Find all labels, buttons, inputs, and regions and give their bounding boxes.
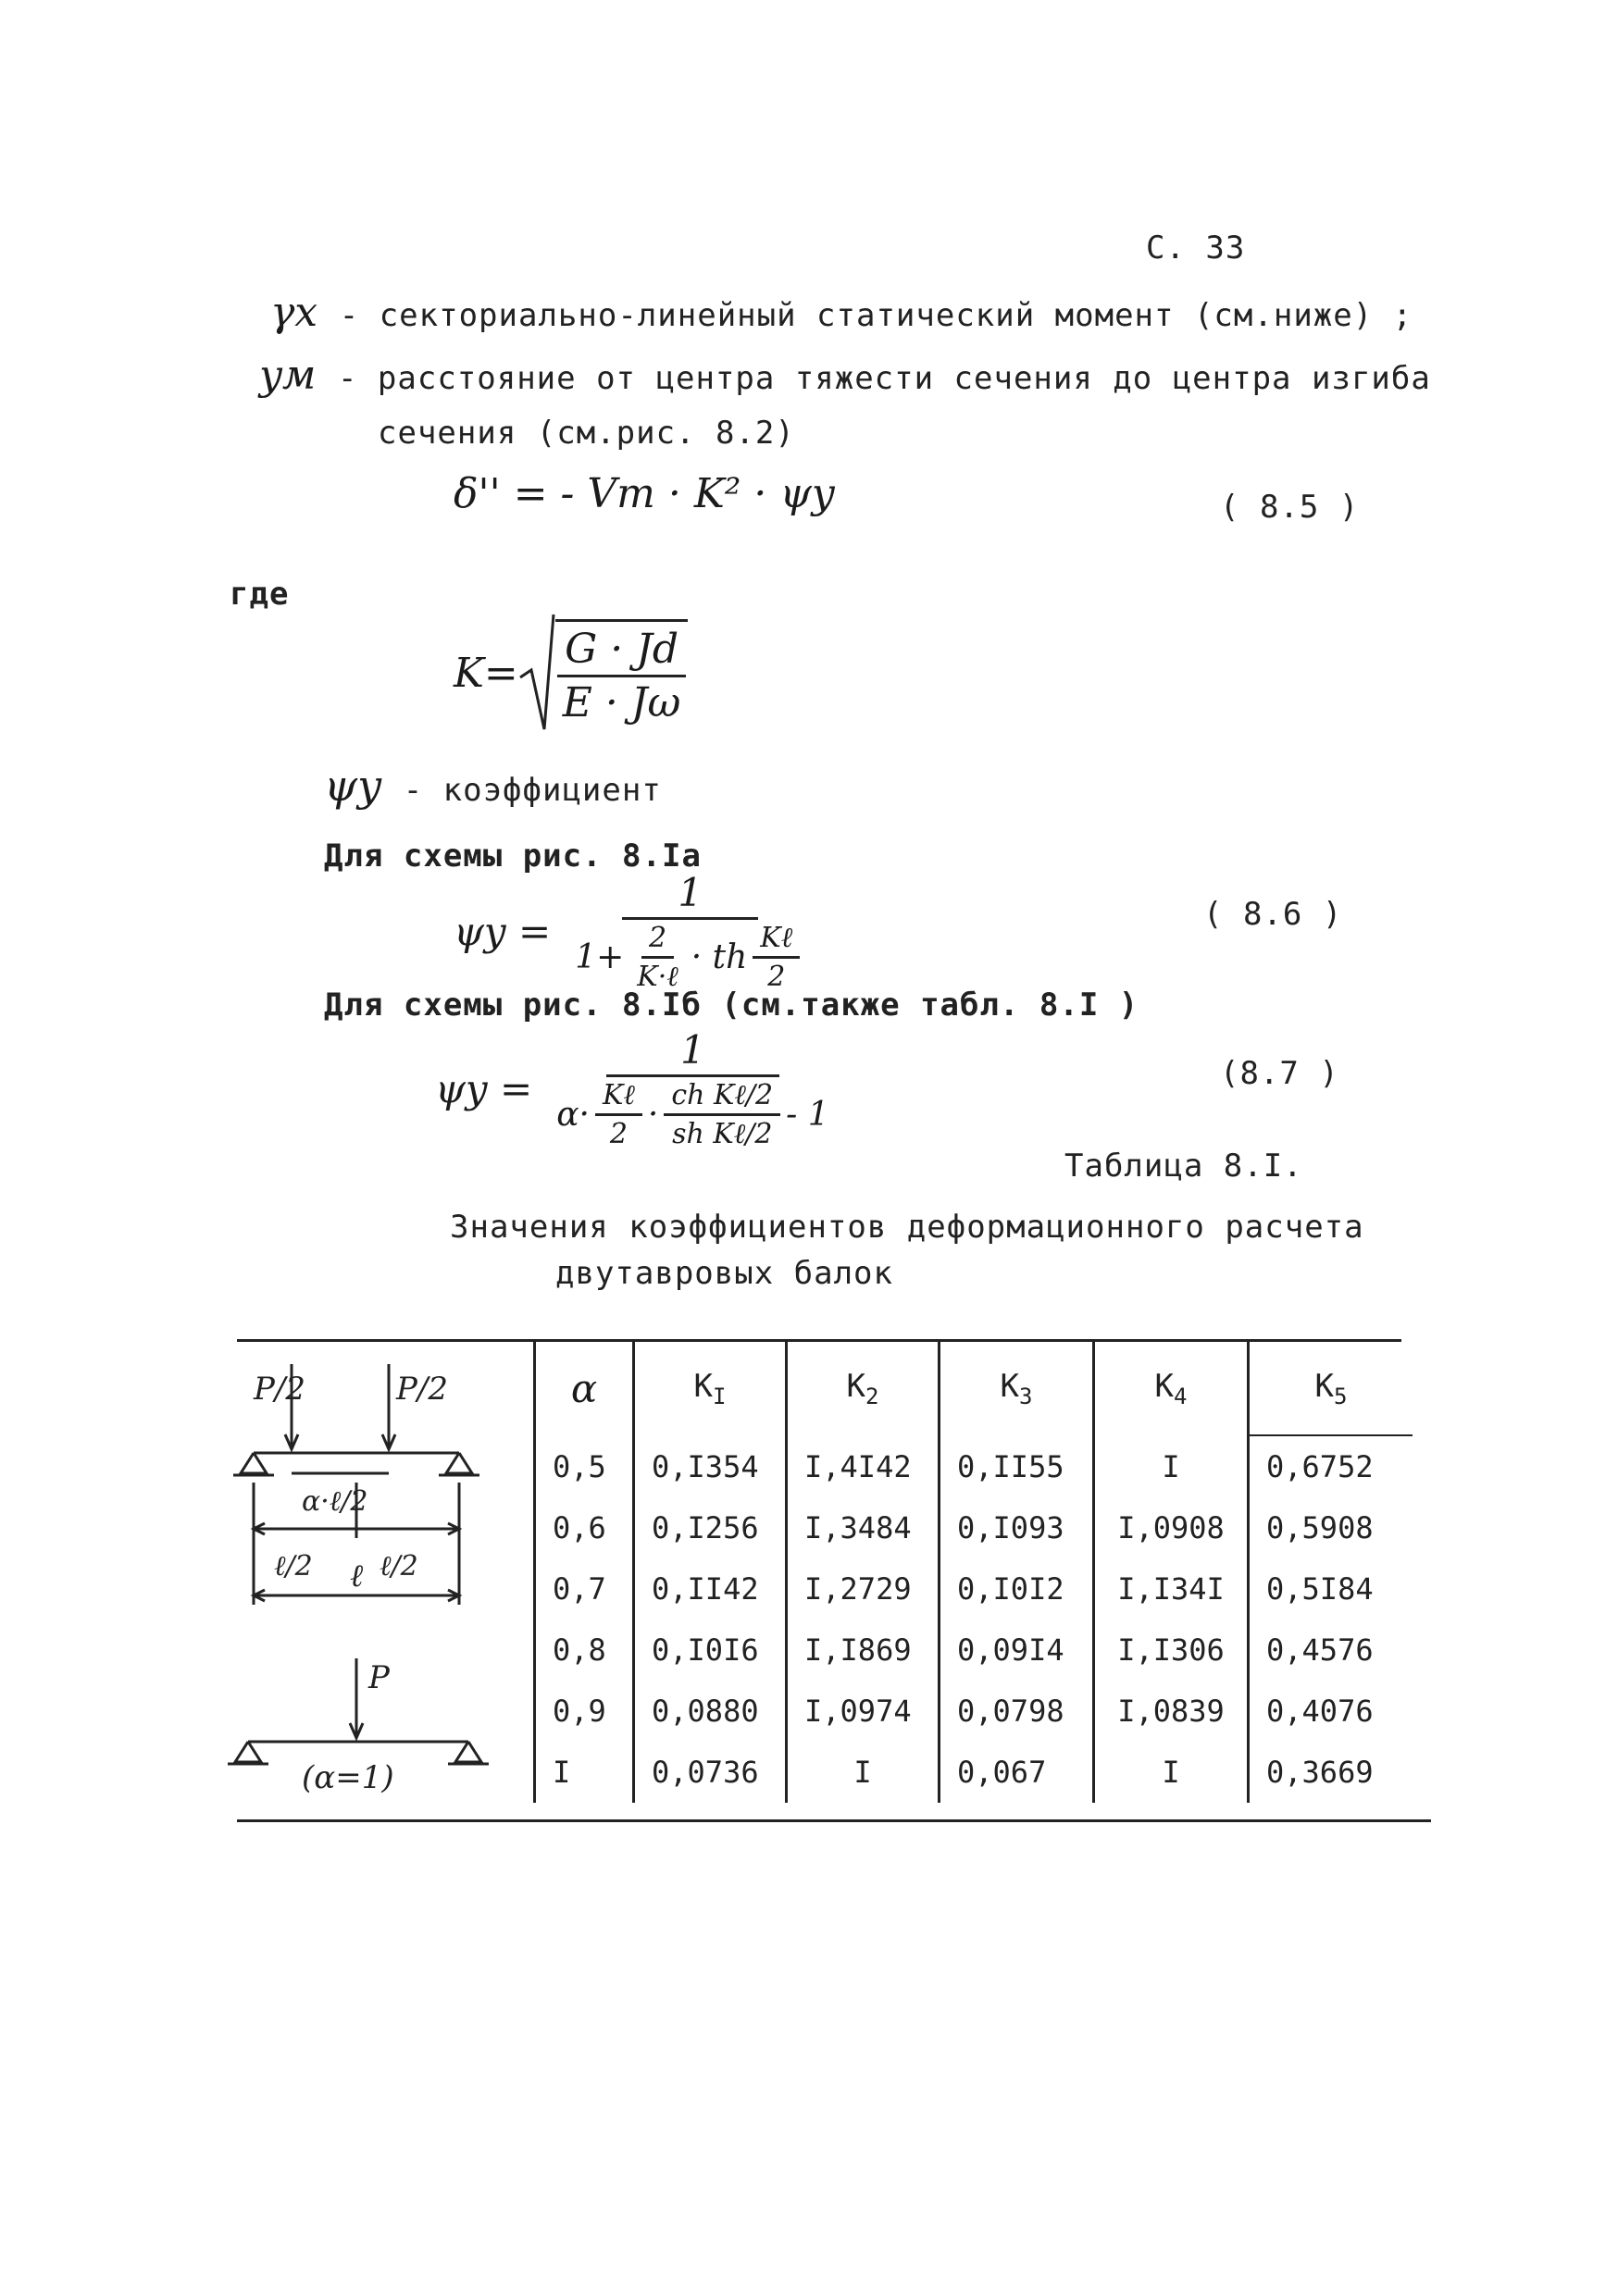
- load-label-right: P/2: [396, 1371, 448, 1408]
- denominator-part: · th: [691, 938, 748, 976]
- equation-lhs: ψy =: [435, 1066, 533, 1111]
- cell-k3: 0,09I4: [940, 1620, 1094, 1681]
- header-k4: $K_4$: [1094, 1342, 1249, 1435]
- definition-y: [259, 352, 1431, 399]
- equation-lhs: ψy =: [454, 909, 552, 954]
- fraction-denominator: sh Kℓ/2: [672, 1118, 773, 1150]
- cell-alpha: 0,9: [535, 1681, 634, 1742]
- cell-k5: 0,3669: [1249, 1742, 1413, 1803]
- fraction-denominator: 2: [767, 961, 786, 993]
- half-span-left-label: ℓ/2: [274, 1550, 313, 1582]
- psi-definition: [324, 761, 662, 811]
- cell-k1: 0,0880: [634, 1681, 787, 1742]
- page-number: С. 33: [1146, 230, 1246, 267]
- definition-text: - секториально-линейный статический момент (см.ниже) ;: [339, 297, 1413, 334]
- table-bottom-rule: [237, 1819, 1431, 1822]
- cell-k4: I: [1094, 1742, 1249, 1803]
- definition-gamma: [270, 289, 1413, 336]
- table-header-row: [535, 1342, 1413, 1435]
- table-row: [535, 1681, 1413, 1742]
- mid-segment-label: α·ℓ/2: [302, 1485, 368, 1518]
- table-row: [535, 1620, 1413, 1681]
- cell-k2: I,0974: [787, 1681, 940, 1742]
- cell-k5: 0,5908: [1249, 1497, 1413, 1558]
- scheme-b-label: Для схемы рис. 8.Iб (см.также табл. 8.I ): [324, 987, 1139, 1024]
- cell-k4: I,I306: [1094, 1620, 1249, 1681]
- pin-support-icon: [235, 1742, 261, 1762]
- denominator-part: - 1: [786, 1096, 829, 1134]
- cell-alpha: 0,7: [535, 1558, 634, 1620]
- cell-k3: 0,II55: [940, 1435, 1094, 1497]
- cell-k3: 0,0798: [940, 1681, 1094, 1742]
- span-label: ℓ: [350, 1558, 364, 1595]
- equation-8-7: ψy = 1 α· $\frac{\text{Kℓ}}{2}$ · $\frac{\text{ch Kℓ/2}}{\text{sh Kℓ/2}}$ - 1: [435, 1027, 829, 1150]
- pin-support-icon: [446, 1453, 472, 1473]
- fraction-denominator: 2: [609, 1118, 628, 1150]
- alpha-one-label: (α=1): [302, 1759, 394, 1796]
- table-caption: Таблица 8.I.: [1064, 1148, 1303, 1185]
- definition-symbol: γx: [270, 289, 318, 336]
- load-label-left: P/2: [254, 1371, 305, 1408]
- fraction-numerator: 2: [641, 922, 674, 959]
- cell-alpha: 0,5: [535, 1435, 634, 1497]
- cell-k1: 0,II42: [634, 1558, 787, 1620]
- header-k2: $K_2$: [787, 1342, 940, 1435]
- header-k1: $K_I$: [634, 1342, 787, 1435]
- equation-number: (8.7 ): [1220, 1055, 1339, 1092]
- cell-alpha: I: [535, 1742, 634, 1803]
- cell-k5: 0,4076: [1249, 1681, 1413, 1742]
- pin-support-icon: [455, 1742, 481, 1762]
- where-label: где: [230, 576, 290, 613]
- table-row: [535, 1742, 1413, 1803]
- cell-k3: 0,067: [940, 1742, 1094, 1803]
- equation-lhs: δ'': [454, 470, 501, 517]
- cell-k2: I: [787, 1742, 940, 1803]
- fraction-numerator: 1: [622, 870, 758, 920]
- fraction-denominator: K·ℓ: [637, 961, 678, 993]
- cell-k2: I,2729: [787, 1558, 940, 1620]
- equation-rhs: = - Vm · K² · ψy: [513, 470, 835, 517]
- coefficient-table: [533, 1342, 1413, 1803]
- cell-k2: I,4I42: [787, 1435, 940, 1497]
- scheme-a-label: Для схемы рис. 8.Iа: [324, 838, 702, 875]
- table-title-line-2: двутавровых балок: [555, 1255, 893, 1292]
- half-span-right-label: ℓ/2: [380, 1550, 418, 1582]
- fraction-numerator: Kℓ: [595, 1079, 642, 1116]
- definition-text: - коэффициент: [403, 772, 662, 809]
- single-load-label: P: [368, 1659, 390, 1696]
- header-alpha: α: [535, 1342, 634, 1435]
- header-k3: $K_3$: [940, 1342, 1094, 1435]
- fraction-numerator: G · Jd: [557, 626, 686, 677]
- equation-8-6: [454, 870, 818, 993]
- cell-k4: I: [1094, 1435, 1249, 1497]
- fraction-numerator: ch Kℓ/2: [664, 1079, 780, 1116]
- fraction-numerator: Kℓ: [753, 922, 800, 959]
- equation-8-5: [454, 470, 835, 517]
- cell-alpha: 0,8: [535, 1620, 634, 1681]
- cell-k4: I,I34I: [1094, 1558, 1249, 1620]
- cell-k5: 0,5I84: [1249, 1558, 1413, 1620]
- cell-k3: 0,I0I2: [940, 1558, 1094, 1620]
- cell-k1: 0,I256: [634, 1497, 787, 1558]
- definition-symbol: ψy: [324, 761, 382, 811]
- equation-number: ( 8.6 ): [1203, 896, 1343, 933]
- equation-k: [454, 613, 693, 733]
- pin-support-icon: [241, 1453, 267, 1473]
- cell-k2: I,3484: [787, 1497, 940, 1558]
- cell-k5: 0,6752: [1249, 1435, 1413, 1497]
- table-row: [535, 1558, 1413, 1620]
- cell-k5: 0,4576: [1249, 1620, 1413, 1681]
- cell-alpha: 0,6: [535, 1497, 634, 1558]
- fraction-numerator: 1: [606, 1027, 779, 1077]
- cell-k3: 0,I093: [940, 1497, 1094, 1558]
- equation-number: ( 8.5 ): [1220, 489, 1360, 526]
- definition-text: - расстояние от центра тяжести сечения до центра изгиба: [337, 360, 1431, 397]
- denominator-part: 1+: [575, 938, 625, 976]
- denominator-part: α·: [556, 1096, 590, 1134]
- table-row: [535, 1435, 1413, 1497]
- sqrt-icon: [518, 613, 555, 733]
- equation-lhs: K=: [454, 649, 518, 697]
- definition-symbol: yм: [259, 352, 317, 399]
- cell-k1: 0,I0I6: [634, 1620, 787, 1681]
- cell-k2: I,I869: [787, 1620, 940, 1681]
- fraction-denominator: E · Jω: [562, 679, 681, 726]
- beam-diagram: [213, 1344, 533, 1806]
- cell-k1: 0,I354: [634, 1435, 787, 1497]
- table-row: [535, 1497, 1413, 1558]
- table-title-line-1: Значения коэффициентов деформационного расчета: [450, 1209, 1364, 1246]
- header-k5: $K_5$: [1249, 1342, 1413, 1435]
- cell-k1: 0,0736: [634, 1742, 787, 1803]
- cell-k4: I,0839: [1094, 1681, 1249, 1742]
- definition-continuation: сечения (см.рис. 8.2): [378, 415, 795, 452]
- cell-k4: I,0908: [1094, 1497, 1249, 1558]
